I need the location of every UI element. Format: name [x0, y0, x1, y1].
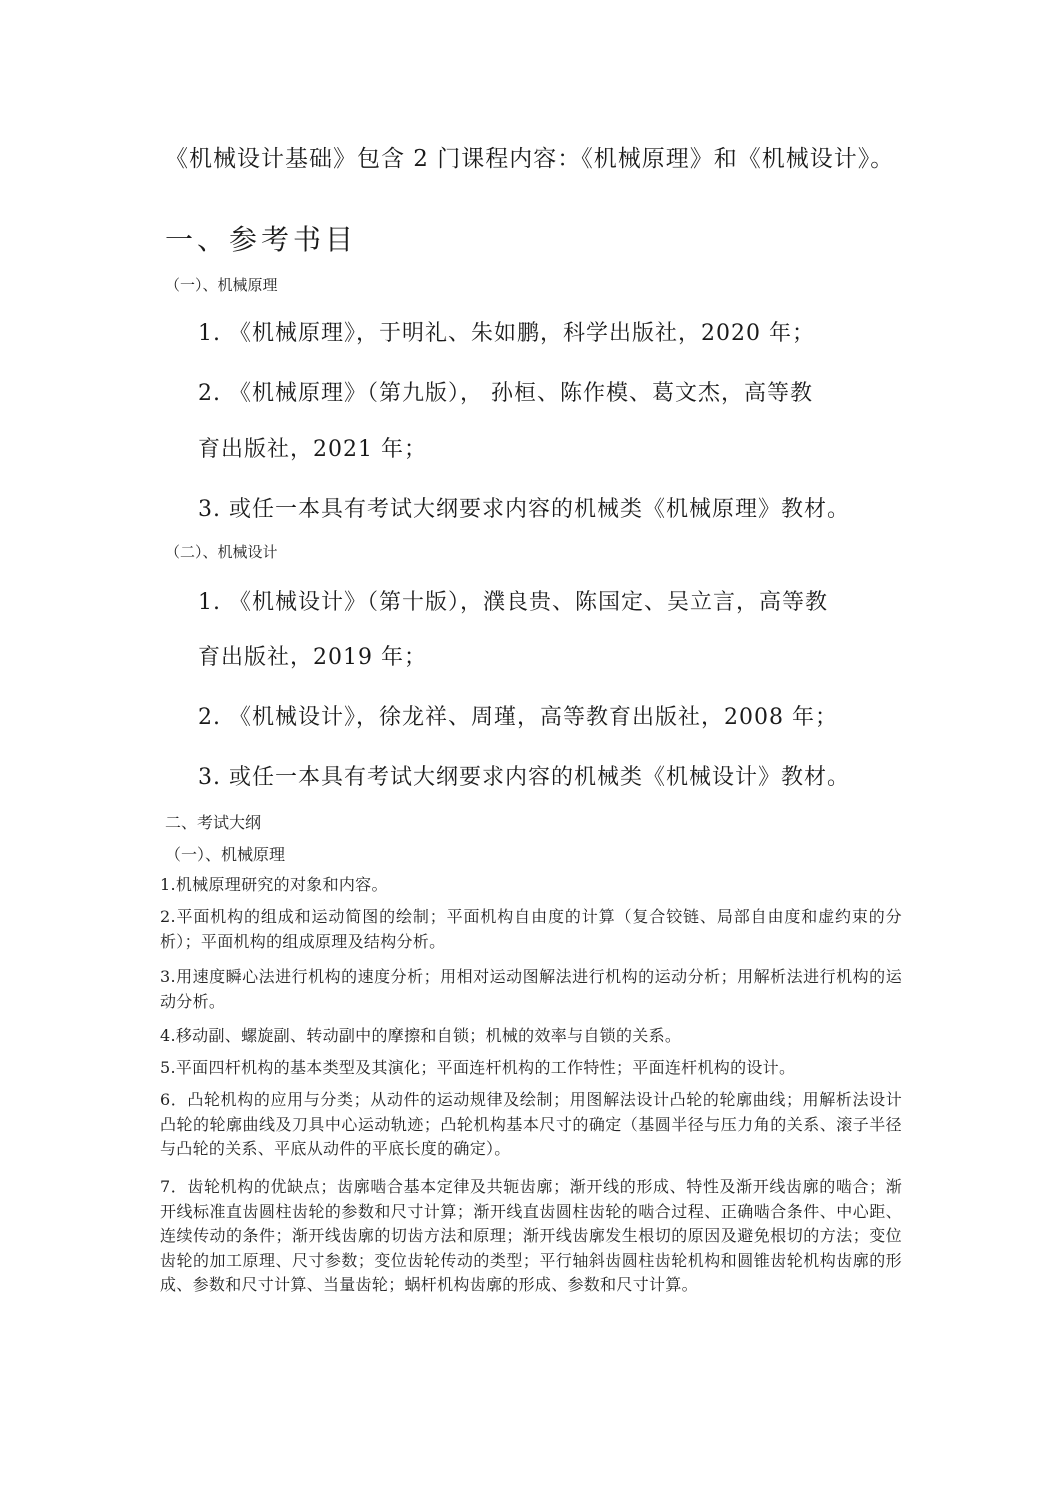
ref-item: 3. 或任一本具有考试大纲要求内容的机械类《机械原理》教材。 — [198, 497, 850, 522]
outline-item: 5.平面四杆机构的基本类型及其演化；平面连杆机构的工作特性；平面连杆机构的设计。 — [160, 1058, 796, 1077]
ref-item: 3. 或任一本具有考试大纲要求内容的机械类《机械设计》教材。 — [198, 765, 850, 790]
section2-heading: 二、考试大纲 — [165, 813, 262, 832]
section1-heading: 一、参考书目 — [165, 223, 358, 256]
outline-item: 1.机械原理研究的对象和内容。 — [160, 875, 388, 894]
outline-item: 4.移动副、螺旋副、转动副中的摩擦和自锁；机械的效率与自锁的关系。 — [160, 1026, 682, 1045]
section2-sub1-heading: （一）、机械原理 — [165, 845, 286, 864]
section1-sub1-heading: （一）、机械原理 — [165, 276, 278, 294]
outline-item: 7．齿轮机构的优缺点；齿廓啮合基本定律及共轭齿廓；渐开线的形成、特性及渐开线齿廓的啮合；渐开线标准直齿圆柱齿轮的参数和尺寸计算；渐开线直齿圆柱齿轮的啮合过程、正确啮合条件、中心距、连续传动的条件；渐开线齿廓的切齿方法和原理；渐开线齿廓发生根切的原因及避免根切的方法；变位齿轮的加工原理、尺寸参数；变位齿轮传动的类型；平行轴斜齿圆柱齿轮机构和圆锥齿轮机构齿廓的形成、参数和尺寸计算、当量齿轮；蜗杆机构齿廓的形成、参数和尺寸计算。 — [160, 1177, 902, 1294]
ref-item: 2. 《机械设计》，徐龙祥、周瑾，高等教育出版社，2008 年； — [198, 705, 838, 730]
outline-item: 2.平面机构的组成和运动简图的绘制；平面机构自由度的计算（复合铰链、局部自由度和虚约束的分析）；平面机构的组成原理及结构分析。 — [160, 907, 902, 951]
ref-item: 2. 《机械原理》（第九版）， 孙桓、陈作模、葛文杰，高等教 — [198, 381, 813, 406]
ref-item: 1. 《机械原理》，于明礼、朱如鹏，科学出版社，2020 年； — [198, 321, 815, 346]
section1-sub2-heading: （二）、机械设计 — [165, 543, 278, 561]
ref-item: 1. 《机械设计》（第十版），濮良贵、陈国定、吴立言，高等教 — [198, 590, 828, 615]
outline-item: 6．凸轮机构的应用与分类；从动件的运动规律及绘制；用图解法设计凸轮的轮廓曲线；用解析法设计凸轮的轮廓曲线及刀具中心运动轨迹；凸轮机构基本尺寸的确定（基圆半径与压力角的关系、滚子半径与凸轮的关系、平底从动件的平底长度的确定）。 — [160, 1090, 902, 1158]
ref-item-continuation: 育出版社，2021 年； — [198, 437, 427, 462]
outline-item: 3.用速度瞬心法进行机构的速度分析；用相对运动图解法进行机构的运动分析；用解析法进行机构的运动分析。 — [160, 967, 902, 1011]
ref-item-continuation: 育出版社，2019 年； — [198, 645, 427, 670]
intro-line: 《机械设计基础》包含 2 门课程内容：《机械原理》和《机械设计》。 — [165, 146, 895, 172]
